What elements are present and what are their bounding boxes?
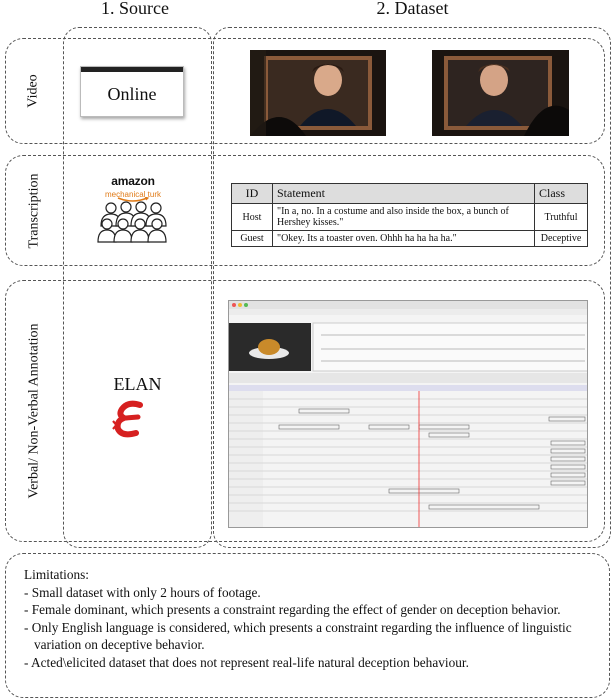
online-label: Online — [107, 84, 157, 104]
annotation-row-label: Verbal/ Non-Verbal Annotation — [26, 323, 41, 499]
video-thumbnail-host — [250, 50, 386, 136]
online-source-box — [80, 66, 184, 117]
cell-class: Truthful — [535, 204, 588, 231]
dataset-column-title: 2. Dataset — [376, 0, 449, 18]
table-row — [232, 231, 588, 247]
limitation-item: - Small dataset with only 2 hours of footage. — [24, 584, 261, 600]
table-row — [232, 204, 588, 231]
limitation-item: - Acted\elicited dataset that does not represent real-life natural deception behaviour. — [24, 654, 469, 670]
cell-statement: "In a, no. In a costume and also inside the box, a bunch of Hershey kisses." — [273, 204, 535, 231]
source-column-title: 1. Source — [101, 0, 169, 18]
transcription-row-label: Transcription — [26, 173, 41, 248]
limitation-item: - Only English language is considered, which presents a constraint regarding the influence of linguistic variation on deceptive behavior. — [24, 619, 572, 653]
crowd-workers-icon — [97, 200, 169, 248]
col-header-id: ID — [232, 184, 273, 204]
table-header-row — [232, 184, 588, 204]
cell-id: Guest — [232, 231, 273, 247]
col-header-class: Class — [535, 184, 588, 204]
cell-statement: "Okey. Its a toaster oven. Ohhh ha ha ha ha." — [273, 231, 535, 247]
elan-annotation-screenshot — [228, 300, 588, 528]
transcript-table — [231, 183, 588, 247]
col-header-statement: Statement — [273, 184, 535, 204]
mturk-label: mechanical turk — [104, 190, 162, 199]
amazon-logo: amazon — [111, 174, 155, 188]
limitation-item: - Female dominant, which presents a constraint regarding the effect of gender on deception behavior. — [24, 602, 561, 618]
browser-bar — [81, 67, 183, 72]
video-thumbnail-guest — [432, 50, 569, 136]
elan-logo-icon — [110, 399, 150, 443]
elan-label: ELAN — [113, 374, 162, 394]
cell-id: Host — [232, 204, 273, 231]
limitations-title: Limitations: — [24, 567, 90, 582]
limitations-text — [24, 566, 598, 672]
cell-class: Deceptive — [535, 231, 588, 247]
video-row-label: Video — [26, 74, 41, 108]
